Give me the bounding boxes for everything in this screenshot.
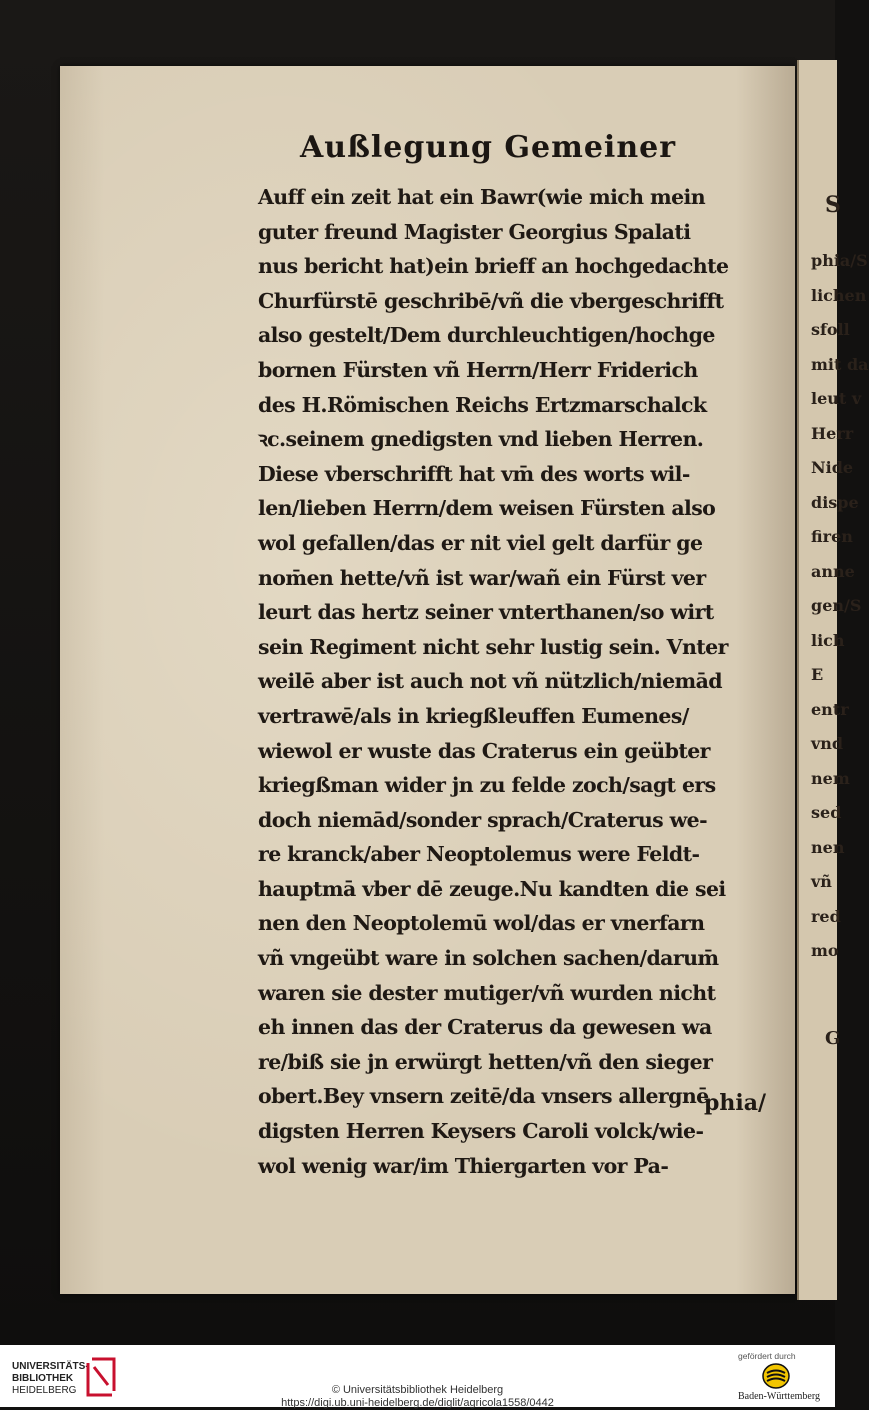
text-line: len/lieben Herrn/dem weisen Fürsten also bbox=[258, 496, 716, 521]
text-line: Auff ein zeit hat ein Bawr(wie mich mein bbox=[258, 185, 705, 209]
copyright-block bbox=[0, 1384, 835, 1410]
text-line: re/biß sie jn erwürgt hetten/vñ den sieger bbox=[258, 1049, 713, 1074]
adjacent-fragment: leut v bbox=[811, 389, 862, 408]
adjacent-fragment: vñ bbox=[811, 872, 832, 891]
text-line: nus bericht hat)ein brieff an hochgedachte bbox=[258, 254, 729, 279]
text-line: obert.Bey vnsern zeitē/da vnsers allergnē bbox=[258, 1084, 709, 1109]
text-line: hauptmā vber dē zeuge.Nu kandten die sei bbox=[258, 876, 726, 901]
adjacent-fragment: dispe bbox=[811, 492, 859, 512]
text-line: digsten Herren Keysers Caroli volck/wie- bbox=[258, 1119, 704, 1144]
library-name-line: BIBLIOTHEK bbox=[12, 1373, 74, 1384]
text-line: wol wenig war/im Thiergarten vor Pa- bbox=[258, 1153, 669, 1178]
text-line: vertrawē/als in kriegßleuffen Eumenes/ bbox=[258, 703, 689, 728]
adjacent-fragment: Nide bbox=[811, 458, 854, 477]
state-emblem-icon bbox=[761, 1362, 791, 1390]
page-heading: Außlegung Gemeiner bbox=[300, 130, 677, 165]
text-line: Churfürstē geschribē/vñ die vbergeschrifft bbox=[258, 288, 724, 313]
text-line: doch niemād/sonder sprach/Craterus we- bbox=[258, 807, 708, 832]
text-line: weilē aber ist auch not vñ nützlich/niemād bbox=[258, 669, 723, 694]
adjacent-page-column bbox=[811, 244, 869, 969]
adjacent-fragment: sed bbox=[811, 803, 842, 822]
adjacent-fragment: lichen bbox=[811, 285, 867, 305]
text-line: waren sie dester mutiger/vñ wurden nicht bbox=[258, 980, 716, 1005]
copyright-text: © Universitätsbibliothek Heidelberg bbox=[331, 1384, 504, 1396]
adjacent-fragment: Herr bbox=[811, 423, 854, 443]
text-line: leurt das hertz seiner vnterthanen/so wirt bbox=[258, 600, 714, 625]
text-line: bornen Fürsten vñ Herrn/Herr Friderich bbox=[258, 357, 698, 382]
adjacent-fragment: mit da bbox=[811, 354, 869, 374]
text-line: guter freund Magister Georgius Spalati bbox=[258, 219, 691, 244]
adjacent-page-top-fragment: S bbox=[825, 192, 841, 218]
body-text bbox=[258, 180, 778, 1183]
text-line: wiewol er wuste das Craterus ein geübter bbox=[258, 738, 710, 763]
adjacent-fragment: nem bbox=[811, 768, 850, 788]
adjacent-fragment: red bbox=[811, 906, 841, 926]
adjacent-fragment: firen bbox=[811, 527, 853, 546]
adjacent-fragment: gen/S bbox=[811, 596, 862, 615]
text-line: wol gefallen/das er nit viel gelt darfür ge bbox=[258, 530, 703, 555]
adjacent-fragment: mo bbox=[811, 941, 839, 960]
text-line: des H.Römischen Reichs Ertzmarschalck bbox=[258, 392, 707, 417]
text-line: re kranck/aber Neoptolemus were Feldt- bbox=[258, 842, 700, 867]
text-line: vñ vngeübt ware in solchen sachen/darum̄ bbox=[258, 946, 719, 971]
sponsor-name: Baden-Württemberg bbox=[738, 1391, 821, 1402]
adjacent-fragment: entr bbox=[811, 699, 849, 719]
catchword: phia/ bbox=[704, 1090, 767, 1116]
adjacent-fragment: phia/S bbox=[811, 251, 868, 270]
sponsor-label: gefördert durch bbox=[738, 1351, 796, 1361]
adjacent-fragment: lich bbox=[811, 630, 845, 650]
text-line: nen den Neoptolemū wol/das er vnerfarn bbox=[258, 911, 705, 936]
adjacent-page-mid-fragment: G bbox=[825, 1028, 841, 1049]
text-line: eh innen das der Craterus da gewesen wa bbox=[258, 1015, 712, 1040]
library-name-line: UNIVERSITÄTS- bbox=[12, 1361, 89, 1372]
text-line: nom̄en hette/vñ ist war/wañ ein Fürst ver bbox=[258, 565, 706, 590]
text-line: also gestelt/Dem durchleuchtigen/hochge bbox=[258, 323, 715, 348]
text-line: ꝛc.seinem gnedigsten vnd lieben Herren. bbox=[258, 427, 704, 452]
text-line: sein Regiment nicht sehr lustig sein. Vnter bbox=[258, 634, 728, 659]
library-name-line: HEIDELBERG bbox=[12, 1385, 77, 1396]
permalink-url[interactable]: https://digi.ub.uni-heidelberg.de/diglit/agricola1558/0442 bbox=[281, 1397, 554, 1409]
adjacent-fragment: vnd bbox=[811, 734, 844, 753]
adjacent-page-edge bbox=[797, 60, 869, 1300]
adjacent-fragment: E bbox=[811, 665, 824, 684]
adjacent-fragment: nen bbox=[811, 837, 845, 857]
text-line: kriegßman wider jn zu felde zoch/sagt ers bbox=[258, 773, 716, 798]
text-line: Diese vberschrifft hat vm̄ des worts wil- bbox=[258, 461, 690, 486]
adjacent-fragment: anne bbox=[811, 561, 855, 581]
adjacent-fragment: sfoll bbox=[811, 320, 850, 339]
